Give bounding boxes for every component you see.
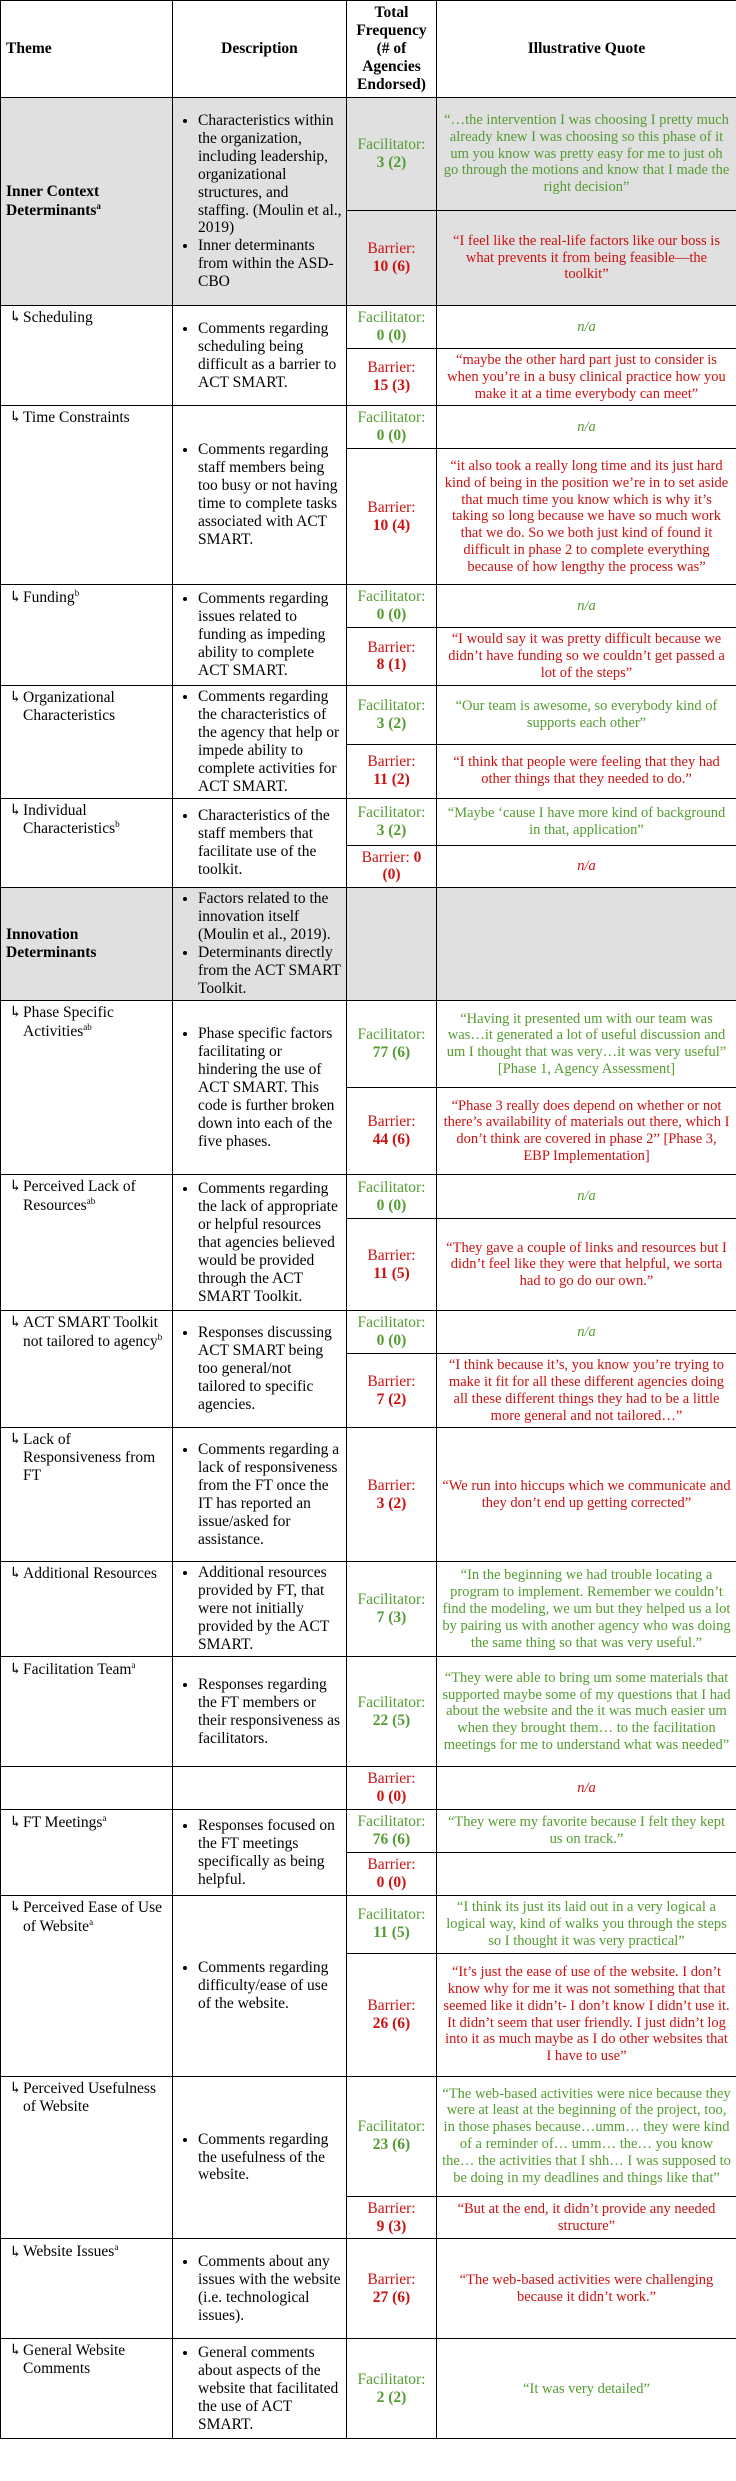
theme-cell: ↳Additional Resources — [1, 1562, 173, 1657]
barrier-quote: “Phase 3 really does depend on whether or not there’s availability of materials out there, which I don’t think are covered in phase 2” [Phase 3, EBP Implementation] — [437, 1088, 736, 1175]
table-row — [1, 1767, 736, 1810]
description-cell: • Comments regarding a lack of responsiveness from the FT once the IT has reported an issue/asked for assistance. — [173, 1428, 347, 1562]
facilitator-count: Facilitator: 2 (2) — [347, 2339, 437, 2439]
theme-cell: ↳Website Issues$^a$ — [1, 2239, 173, 2339]
table-row — [1, 98, 736, 211]
facilitator-count: Facilitator: 3 (2) — [347, 798, 437, 845]
theme-cell: ↳Time Constraints — [1, 406, 173, 585]
barrier-quote: “I think because it’s, you know you’re trying to make it fit for all these different agencies doing all these different things they had to be a little more general and not tailored…” — [437, 1354, 736, 1428]
header-frequency: Total Frequency (# of Agencies Endorsed) — [347, 1, 437, 98]
barrier-quote: “They gave a couple of links and resources but I didn’t feel like they were that helpful, we sorta had to go do our own.” — [437, 1219, 736, 1311]
facilitator-count: Facilitator: 0 (0) — [347, 585, 437, 628]
facilitator-quote: n/a — [437, 306, 736, 349]
barrier-count: Barrier: 10 (6) — [347, 211, 437, 306]
table-row — [1, 1175, 736, 1219]
theme-cell: ↳Scheduling — [1, 306, 173, 406]
barrier-quote — [437, 1853, 736, 1896]
description-cell: • Comments regarding staff members being too busy or not having time to complete tasks associated with ACT SMART. — [173, 406, 347, 585]
facilitator-count: Facilitator: 22 (5) — [347, 1657, 437, 1767]
barrier-count: Barrier: 0 (0) — [347, 1767, 437, 1810]
theme-cell: ↳FT Meetings$^a$ — [1, 1810, 173, 1896]
barrier-quote: n/a — [437, 845, 736, 888]
header-quote: Illustrative Quote — [437, 1, 736, 98]
theme-cell: ↳ACT SMART Toolkit not tailored to agency$^b$ — [1, 1311, 173, 1428]
barrier-count: Barrier: 3 (2) — [347, 1428, 437, 1562]
facilitator-quote: “The web-based activities were nice because they were at least at the beginning of the project, too, in those phases because…umm… they were kind of a reminder of… umm… the… you know the… the activities that I shh… I was supposed to be doing in my deadlines and things like that” — [437, 2076, 736, 2196]
table-row — [1, 1001, 736, 1088]
barrier-quote: “maybe the other hard part just to consider is when you’re in a busy clinical practice how you make it at a time everybody can meet” — [437, 348, 736, 405]
table-row — [1, 1311, 736, 1354]
theme-cell: Inner Context Determinants$^a$ — [1, 98, 173, 306]
barrier-quote: “I would say it was pretty difficult because we didn’t have funding so we couldn’t get passed a lot of the steps” — [437, 628, 736, 685]
description-cell: • Comments regarding issues related to funding as impeding ability to complete ACT SMART. — [173, 585, 347, 685]
sub-theme-arrow-icon: ↳ — [9, 688, 22, 706]
facilitator-count: Facilitator: 0 (0) — [347, 1175, 437, 1219]
facilitator-count: Facilitator: 77 (6) — [347, 1001, 437, 1088]
theme-cell: ↳Perceived Usefulness of Website — [1, 2076, 173, 2239]
facilitator-quote: “They were my favorite because I felt they kept us on track.” — [437, 1810, 736, 1853]
theme-cell: ↳Organizational Characteristics — [1, 685, 173, 798]
facilitator-quote: “In the beginning we had trouble locating a program to implement. Remember we couldn’t find the modeling, we um but they helped us a lot by pairing us with another agency who was doing the same thing so that was very useful.” — [437, 1562, 736, 1657]
facilitator-count: Facilitator: 76 (6) — [347, 1810, 437, 1853]
barrier-count: Barrier: 11 (5) — [347, 1219, 437, 1311]
table-row — [1, 1562, 736, 1657]
barrier-quote: n/a — [437, 1767, 736, 1810]
description-cell: • Responses regarding the FT members or their responsiveness as facilitators. — [173, 1657, 347, 1767]
facilitator-quote: “Our team is awesome, so everybody kind of supports each other” — [437, 685, 736, 744]
sub-theme-arrow-icon: ↳ — [9, 1004, 22, 1022]
barrier-quote: “I think that people were feeling that they had other things that they needed to do.” — [437, 744, 736, 798]
facilitator-quote: n/a — [437, 1311, 736, 1354]
sub-theme-arrow-icon: ↳ — [9, 2243, 22, 2261]
barrier-count: Barrier: 11 (2) — [347, 744, 437, 798]
sub-theme-arrow-icon: ↳ — [9, 2342, 22, 2360]
barrier-quote: “We run into hiccups which we communicate and they don’t end up getting corrected” — [437, 1428, 736, 1562]
sub-theme-arrow-icon: ↳ — [9, 1314, 22, 1332]
header-row — [1, 1, 736, 98]
description-cell: • Characteristics within the organization, including leadership, organizational structures, and staffing. (Moulin et al., 2019) • Inner determinants from within the ASD-CBO — [173, 98, 347, 306]
table-row — [1, 1428, 736, 1562]
description-cell: • Comments about any issues with the website (i.e. technological issues). — [173, 2239, 347, 2339]
table-row — [1, 306, 736, 349]
table-row — [1, 1810, 736, 1853]
facilitator-count: Facilitator: 23 (6) — [347, 2076, 437, 2196]
theme-cell: ↳Perceived Lack of Resources$^{ab}$ — [1, 1175, 173, 1311]
barrier-count: Barrier: 8 (1) — [347, 628, 437, 685]
theme-cell: ↳Lack of Responsiveness from FT — [1, 1428, 173, 1562]
barrier-quote: “It’s just the ease of use of the website. I don’t know why for me it was not something that that seemed like it didn’t- I don’t know I didn’t use it. It didn’t seem that user friendly. I just didn’t log into it as much maybe as I do other websites that I have to use” — [437, 1953, 736, 2076]
table-row — [1, 685, 736, 744]
barrier-count: Barrier: 9 (3) — [347, 2196, 437, 2239]
facilitator-quote: n/a — [437, 585, 736, 628]
barrier-quote: “I feel like the real-life factors like our boss is what prevents it from being feasible—the toolkit” — [437, 211, 736, 306]
facilitator-count: Facilitator: 0 (0) — [347, 406, 437, 449]
barrier-count: Barrier: 0 (0) — [347, 845, 437, 888]
facilitator-count: Facilitator: 3 (2) — [347, 685, 437, 744]
facilitator-count: Facilitator: 3 (2) — [347, 98, 437, 211]
facilitator-quote: n/a — [437, 406, 736, 449]
frequency-cell — [347, 888, 437, 1001]
description-cell: • Comments regarding the lack of appropriate or helpful resources that agencies believed would be provided through the ACT SMART Toolkit. — [173, 1175, 347, 1311]
barrier-quote: “it also took a really long time and its just hard kind of being in the position we’re in to set aside that much time you know which is why it’s taking so long because we have so much work that we do. So we both just kind of found it difficult in phase 2 to complete everything because of how lengthy the process was” — [437, 449, 736, 585]
sub-theme-arrow-icon: ↳ — [9, 309, 22, 326]
table-row — [1, 1657, 736, 1767]
table-row — [1, 406, 736, 449]
barrier-count: Barrier: 26 (6) — [347, 1953, 437, 2076]
theme-cell: ↳Individual Characteristics$^b$ — [1, 798, 173, 888]
theme-cell: ↳General Website Comments — [1, 2339, 173, 2439]
description-cell: • Comments regarding scheduling being difficult as a barrier to ACT SMART. — [173, 306, 347, 406]
sub-theme-arrow-icon: ↳ — [9, 409, 22, 427]
facilitator-quote: “Maybe ‘cause I have more kind of background in that, application” — [437, 798, 736, 845]
table-row — [1, 888, 736, 1001]
table-row — [1, 2076, 736, 2196]
description-cell: • Phase specific factors facilitating or hindering the use of ACT SMART. This code is further broken down into each of the five phases. — [173, 1001, 347, 1175]
description-cell: • Comments regarding difficulty/ease of use of the website. — [173, 1896, 347, 2076]
theme-cell: ↳Facilitation Team$^a$ — [1, 1657, 173, 1767]
facilitator-quote: “Having it presented um with our team was was…it generated a lot of useful discussion and um I thought that was very…it was very useful” [Phase 1, Agency Assessment] — [437, 1001, 736, 1088]
facilitator-count: Facilitator: 0 (0) — [347, 1311, 437, 1354]
barrier-quote: “The web-based activities were challenging because it didn’t work.” — [437, 2239, 736, 2339]
header-description: Description — [173, 1, 347, 98]
description-cell: • Responses focused on the FT meetings specifically as being helpful. — [173, 1810, 347, 1896]
sub-theme-arrow-icon: ↳ — [9, 589, 22, 607]
quote-cell — [437, 888, 736, 1001]
table-row — [1, 585, 736, 628]
theme-cell: ↳Perceived Ease of Use of Website$^a$ — [1, 1896, 173, 2076]
table-row — [1, 2239, 736, 2339]
description-cell: • General comments about aspects of the website that facilitated the use of ACT SMART. — [173, 2339, 347, 2439]
header-theme: Theme — [1, 1, 173, 98]
description-cell: • Comments regarding the characteristics of the agency that help or impede ability to complete activities for ACT SMART. — [173, 685, 347, 798]
facilitator-count: Facilitator: 11 (5) — [347, 1896, 437, 1953]
barrier-count: Barrier: 15 (3) — [347, 348, 437, 405]
description-cell — [173, 1767, 347, 1810]
facilitator-count: Facilitator: 7 (3) — [347, 1562, 437, 1657]
table-row — [1, 798, 736, 845]
table-row — [1, 2339, 736, 2439]
sub-theme-arrow-icon: ↳ — [9, 1661, 22, 1679]
description-cell: • Comments regarding the usefulness of the website. — [173, 2076, 347, 2239]
sub-theme-arrow-icon: ↳ — [9, 1431, 22, 1449]
theme-cell: Innovation Determinants — [1, 888, 173, 1001]
barrier-count: Barrier: 10 (4) — [347, 449, 437, 585]
barrier-count: Barrier: 44 (6) — [347, 1088, 437, 1175]
sub-theme-arrow-icon: ↳ — [9, 1814, 22, 1832]
facilitator-quote: n/a — [437, 1175, 736, 1219]
facilitator-quote: “They were able to bring um some materials that supported maybe some of my questions that I had about the website and the it was much easier um when they brought them… to the facilitation meetings for me to understand what was needed” — [437, 1657, 736, 1767]
table-row — [1, 1896, 736, 1953]
barrier-count: Barrier: 7 (2) — [347, 1354, 437, 1428]
description-cell: • Factors related to the innovation itself (Moulin et al., 2019). • Determinants directly from the ACT SMART Toolkit. — [173, 888, 347, 1001]
theme-cell: ↳Phase Specific Activities$^{ab}$ — [1, 1001, 173, 1175]
facilitator-count: Facilitator: 0 (0) — [347, 306, 437, 349]
sub-theme-arrow-icon: ↳ — [9, 1565, 22, 1583]
barrier-count: Barrier: 0 (0) — [347, 1853, 437, 1896]
sub-theme-arrow-icon: ↳ — [9, 1178, 22, 1196]
theme-cell — [1, 1767, 173, 1810]
barrier-quote: “But at the end, it didn’t provide any needed structure” — [437, 2196, 736, 2239]
facilitator-quote: “…the intervention I was choosing I pretty much already knew I was choosing so this phase of it um you know was pretty easy for me to just oh go through the motions and know that I made the right decision” — [437, 98, 736, 211]
sub-theme-arrow-icon: ↳ — [9, 2079, 22, 2097]
sub-theme-arrow-icon: ↳ — [9, 801, 22, 819]
description-cell: • Additional resources provided by FT, that were not initially provided by the ACT SMART. — [173, 1562, 347, 1657]
facilitator-quote: “I think its just its laid out in a very logical a logical way, kind of walks you through the steps so I thought it was very practical” — [437, 1896, 736, 1953]
theme-cell: ↳Funding$^b$ — [1, 585, 173, 685]
sub-theme-arrow-icon: ↳ — [9, 1899, 22, 1917]
description-cell: • Responses discussing ACT SMART being too general/not tailored to specific agencies. — [173, 1311, 347, 1428]
description-cell: • Characteristics of the staff members that facilitate use of the toolkit. — [173, 798, 347, 888]
barrier-count: Barrier: 27 (6) — [347, 2239, 437, 2339]
facilitator-quote: “It was very detailed” — [437, 2339, 736, 2439]
